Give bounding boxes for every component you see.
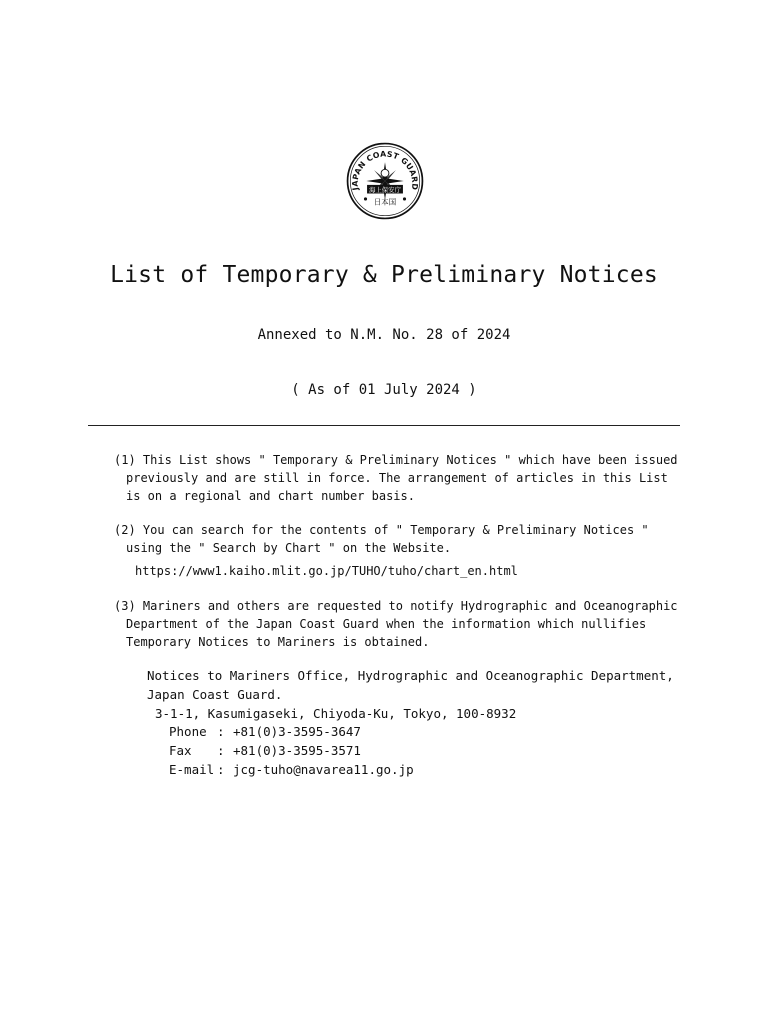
note-3-line-2: Department of the Japan Coast Guard when the information which nullifies (126, 617, 647, 631)
page-title: List of Temporary & Preliminary Notices (110, 262, 658, 288)
email-address[interactable]: jcg-tuho@navarea11.go.jp (233, 762, 414, 777)
fax-separator: : (217, 743, 225, 758)
office-line-1: Notices to Mariners Office, Hydrographic and Oceanographic Department, (147, 668, 674, 683)
compass-star-icon (366, 162, 403, 199)
annex-line: Annexed to N.M. No. 28 of 2024 (257, 327, 511, 343)
office-line-2: Japan Coast Guard. (147, 687, 283, 702)
fax-label: Fax (169, 743, 192, 758)
divider (88, 425, 680, 426)
note-1-line-1: (1) This List shows " Temporary & Preliminary Notices " which have been issued (114, 453, 678, 467)
note-2-line-1: (2) You can search for the contents of " Temporary & Preliminary Notices " (114, 523, 649, 537)
email-label: E-mail (169, 762, 215, 777)
japan-coast-guard-seal (346, 142, 424, 220)
phone-label: Phone (169, 724, 207, 739)
office-address: 3-1-1, Kasumigaseki, Chiyoda-Ku, Tokyo, 100-8932 (155, 706, 517, 721)
note-1-line-2: previously and are still in force. The arrangement of articles in this List (126, 471, 668, 485)
seal-ring-text: JAPAN COAST GUARD (350, 149, 420, 191)
seal-band-text: 海上保安庁 (369, 185, 401, 194)
fax-number: +81(0)3-3595-3571 (233, 743, 361, 758)
note-1-line-3: is on a regional and chart number basis. (126, 489, 415, 503)
seal-bottom-text: 日本国 (373, 197, 397, 207)
note-2-line-2: using the " Search by Chart " on the Website. (126, 541, 452, 555)
as-of-date: ( As of 01 July 2024 ) (291, 382, 477, 398)
phone-number: +81(0)3-3595-3647 (233, 724, 361, 739)
note-3-line-3: Temporary Notices to Mariners is obtained. (126, 635, 430, 649)
note-3-line-1: (3) Mariners and others are requested to notify Hydrographic and Oceanographic (114, 599, 678, 613)
phone-separator: : (217, 724, 225, 739)
website-link[interactable]: https://www1.kaiho.mlit.go.jp/TUHO/tuho/chart_en.html (135, 564, 518, 578)
email-separator: : (217, 762, 225, 777)
